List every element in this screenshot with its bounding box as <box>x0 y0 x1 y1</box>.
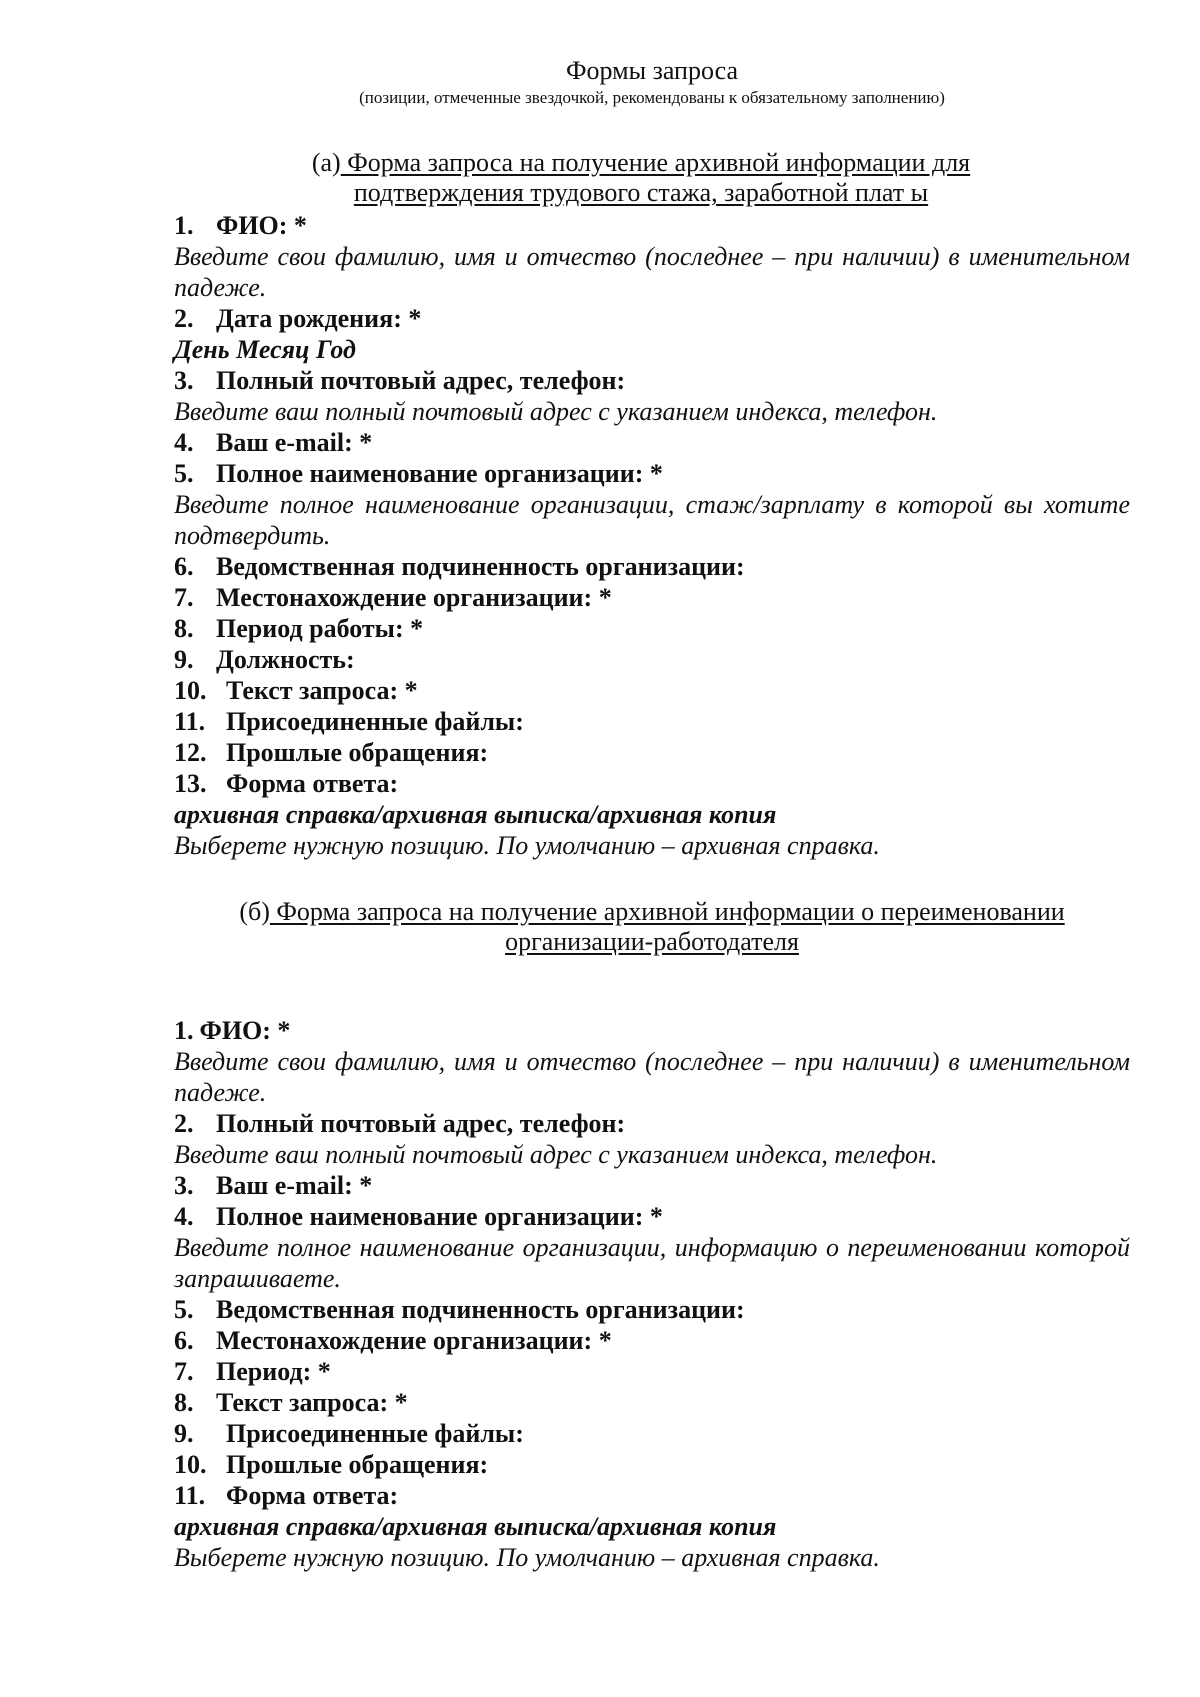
document-subtitle: (позиции, отмеченные звездочкой, рекомендованы к обязательному заполнению) <box>359 88 945 107</box>
section-b-item-9 <box>174 1418 1130 1449</box>
field-label <box>174 551 1130 582</box>
field-label <box>174 427 1130 458</box>
item-label: Период: * <box>216 1357 331 1386</box>
field-label <box>174 210 1130 241</box>
item-number: 10. <box>174 1450 207 1479</box>
section-b-item-5 <box>174 1294 1130 1325</box>
section-a-item-3 <box>174 365 1130 427</box>
item-number: 8. <box>174 614 194 643</box>
item-label: Период работы: * <box>216 614 424 643</box>
item-label: Должность: <box>216 645 355 674</box>
field-label <box>174 1294 1130 1325</box>
field-hint: Выберете нужную позицию. По умолчанию – архивная справка. <box>174 1543 880 1572</box>
item-number: 10. <box>174 676 207 705</box>
section-b-item-2 <box>174 1108 1130 1170</box>
field-label <box>174 613 1130 644</box>
item-number: 1. <box>174 1016 194 1045</box>
item-label: Прошлые обращения: <box>226 738 489 767</box>
field-option: архивная справка/архивная выписка/архивная копия <box>174 1512 777 1541</box>
field-label <box>174 1480 1130 1511</box>
field-label <box>174 303 1130 334</box>
field-label <box>174 1356 1130 1387</box>
field-option: архивная справка/архивная выписка/архивная копия <box>174 800 777 829</box>
item-label: Полное наименование организации: * <box>216 459 663 488</box>
item-number: 7. <box>174 1357 194 1386</box>
item-number: 6. <box>174 552 194 581</box>
item-number: 5. <box>174 1295 194 1324</box>
section-b-item-11 <box>174 1480 1130 1573</box>
section-a-item-1 <box>174 210 1130 303</box>
section-b-heading <box>174 897 1130 957</box>
section-b-prefix: (б) <box>239 897 270 926</box>
section-a-item-2 <box>174 303 1130 365</box>
item-number: 7. <box>174 583 194 612</box>
section-b-heading-line2: организации-работодателя <box>505 927 799 956</box>
item-number: 6. <box>174 1326 194 1355</box>
field-label <box>174 1387 1130 1418</box>
section-b-item-8 <box>174 1387 1130 1418</box>
item-number: 9. <box>174 1419 194 1448</box>
field-label <box>174 1170 1130 1201</box>
item-number: 8. <box>174 1388 194 1417</box>
item-number: 1. <box>174 211 194 240</box>
item-label: Ваш e-mail: * <box>216 1171 373 1200</box>
item-label: Ведомственная подчиненность организации: <box>216 1295 745 1324</box>
section-b-item-4 <box>174 1201 1130 1294</box>
section-a-item-8 <box>174 613 1130 644</box>
item-number: 12. <box>174 738 207 767</box>
item-label: Форма ответа: <box>226 769 399 798</box>
section-a-item-9 <box>174 644 1130 675</box>
item-number: 11. <box>174 707 206 736</box>
field-label <box>174 1325 1130 1356</box>
section-a-item-7 <box>174 582 1130 613</box>
field-label <box>174 1015 1130 1046</box>
section-b-item-1 <box>174 1015 1130 1108</box>
item-label: Прошлые обращения: <box>226 1450 489 1479</box>
item-label: Местонахождение организации: * <box>216 583 612 612</box>
item-label: Полный почтовый адрес, телефон: <box>216 1109 626 1138</box>
section-a-heading-line2: подтверждения трудового стажа, заработной плат ы <box>353 178 929 207</box>
field-label <box>174 1418 1130 1449</box>
field-label <box>174 675 1130 706</box>
item-label: Текст запроса: * <box>216 1388 408 1417</box>
field-label <box>174 706 1130 737</box>
field-label <box>174 1108 1130 1139</box>
item-label: Присоединенные файлы: <box>226 707 524 736</box>
field-label <box>174 1201 1130 1232</box>
section-a-item-13 <box>174 768 1130 861</box>
item-number: 5. <box>174 459 194 488</box>
item-number: 4. <box>174 428 194 457</box>
section-a-item-10 <box>174 675 1130 706</box>
field-label <box>174 737 1130 768</box>
field-hint: Введите ваш полный почтовый адрес с указанием индекса, телефон. <box>174 1140 938 1169</box>
section-b-heading-line1: Форма запроса на получение архивной информации о переименовании <box>269 897 1065 926</box>
item-label: Ведомственная подчиненность организации: <box>216 552 745 581</box>
item-number: 9. <box>174 645 194 674</box>
field-label <box>174 644 1130 675</box>
item-label: ФИО: * <box>199 1016 291 1045</box>
field-hint: Введите ваш полный почтовый адрес с указанием индекса, телефон. <box>174 397 938 426</box>
item-label: Полное наименование организации: * <box>216 1202 663 1231</box>
field-label <box>174 582 1130 613</box>
section-a-heading-line1: Форма запроса на получение архивной информации для <box>340 148 971 177</box>
field-label <box>174 365 1130 396</box>
section-a-item-11 <box>174 706 1130 737</box>
section-a-item-4 <box>174 427 1130 458</box>
section-b-item-10 <box>174 1449 1130 1480</box>
item-label: Присоединенные файлы: <box>226 1419 524 1448</box>
item-label: ФИО: * <box>216 211 307 240</box>
item-number: 11. <box>174 1481 206 1510</box>
field-label <box>174 768 1130 799</box>
field-hint: Введите полное наименование организации, стаж/зарплату в которой вы хотите подтвердить. <box>174 490 1130 550</box>
item-label: Дата рождения: * <box>216 304 422 333</box>
section-a-field-list <box>174 210 1130 861</box>
item-number: 3. <box>174 366 194 395</box>
item-label: Полный почтовый адрес, телефон: <box>216 366 626 395</box>
section-a-heading <box>190 148 1092 208</box>
field-hint: Выберете нужную позицию. По умолчанию – архивная справка. <box>174 831 880 860</box>
item-number: 4. <box>174 1202 194 1231</box>
document-title: Формы запроса <box>566 56 738 85</box>
section-b-field-list <box>174 1015 1130 1573</box>
section-a-item-5 <box>174 458 1130 551</box>
item-number: 13. <box>174 769 207 798</box>
field-option: День Месяц Год <box>174 335 356 364</box>
field-label <box>174 458 1130 489</box>
section-b-item-6 <box>174 1325 1130 1356</box>
section-b-item-3 <box>174 1170 1130 1201</box>
field-hint: Введите полное наименование организации, информацию о переименовании которой запрашиваете. <box>174 1233 1130 1293</box>
field-label <box>174 1449 1130 1480</box>
section-a-item-6 <box>174 551 1130 582</box>
section-a-prefix: (а) <box>311 148 341 177</box>
item-number: 2. <box>174 304 194 333</box>
field-hint: Введите свои фамилию, имя и отчество (последнее – при наличии) в именительном падеже. <box>174 242 1130 302</box>
section-b-item-7 <box>174 1356 1130 1387</box>
item-label: Форма ответа: <box>226 1481 399 1510</box>
section-a-item-12 <box>174 737 1130 768</box>
item-label: Ваш e-mail: * <box>216 428 373 457</box>
item-label: Местонахождение организации: * <box>216 1326 612 1355</box>
item-label: Текст запроса: * <box>226 676 418 705</box>
field-hint: Введите свои фамилию, имя и отчество (последнее – при наличии) в именительном падеже. <box>174 1047 1130 1107</box>
item-number: 2. <box>174 1109 194 1138</box>
item-number: 3. <box>174 1171 194 1200</box>
